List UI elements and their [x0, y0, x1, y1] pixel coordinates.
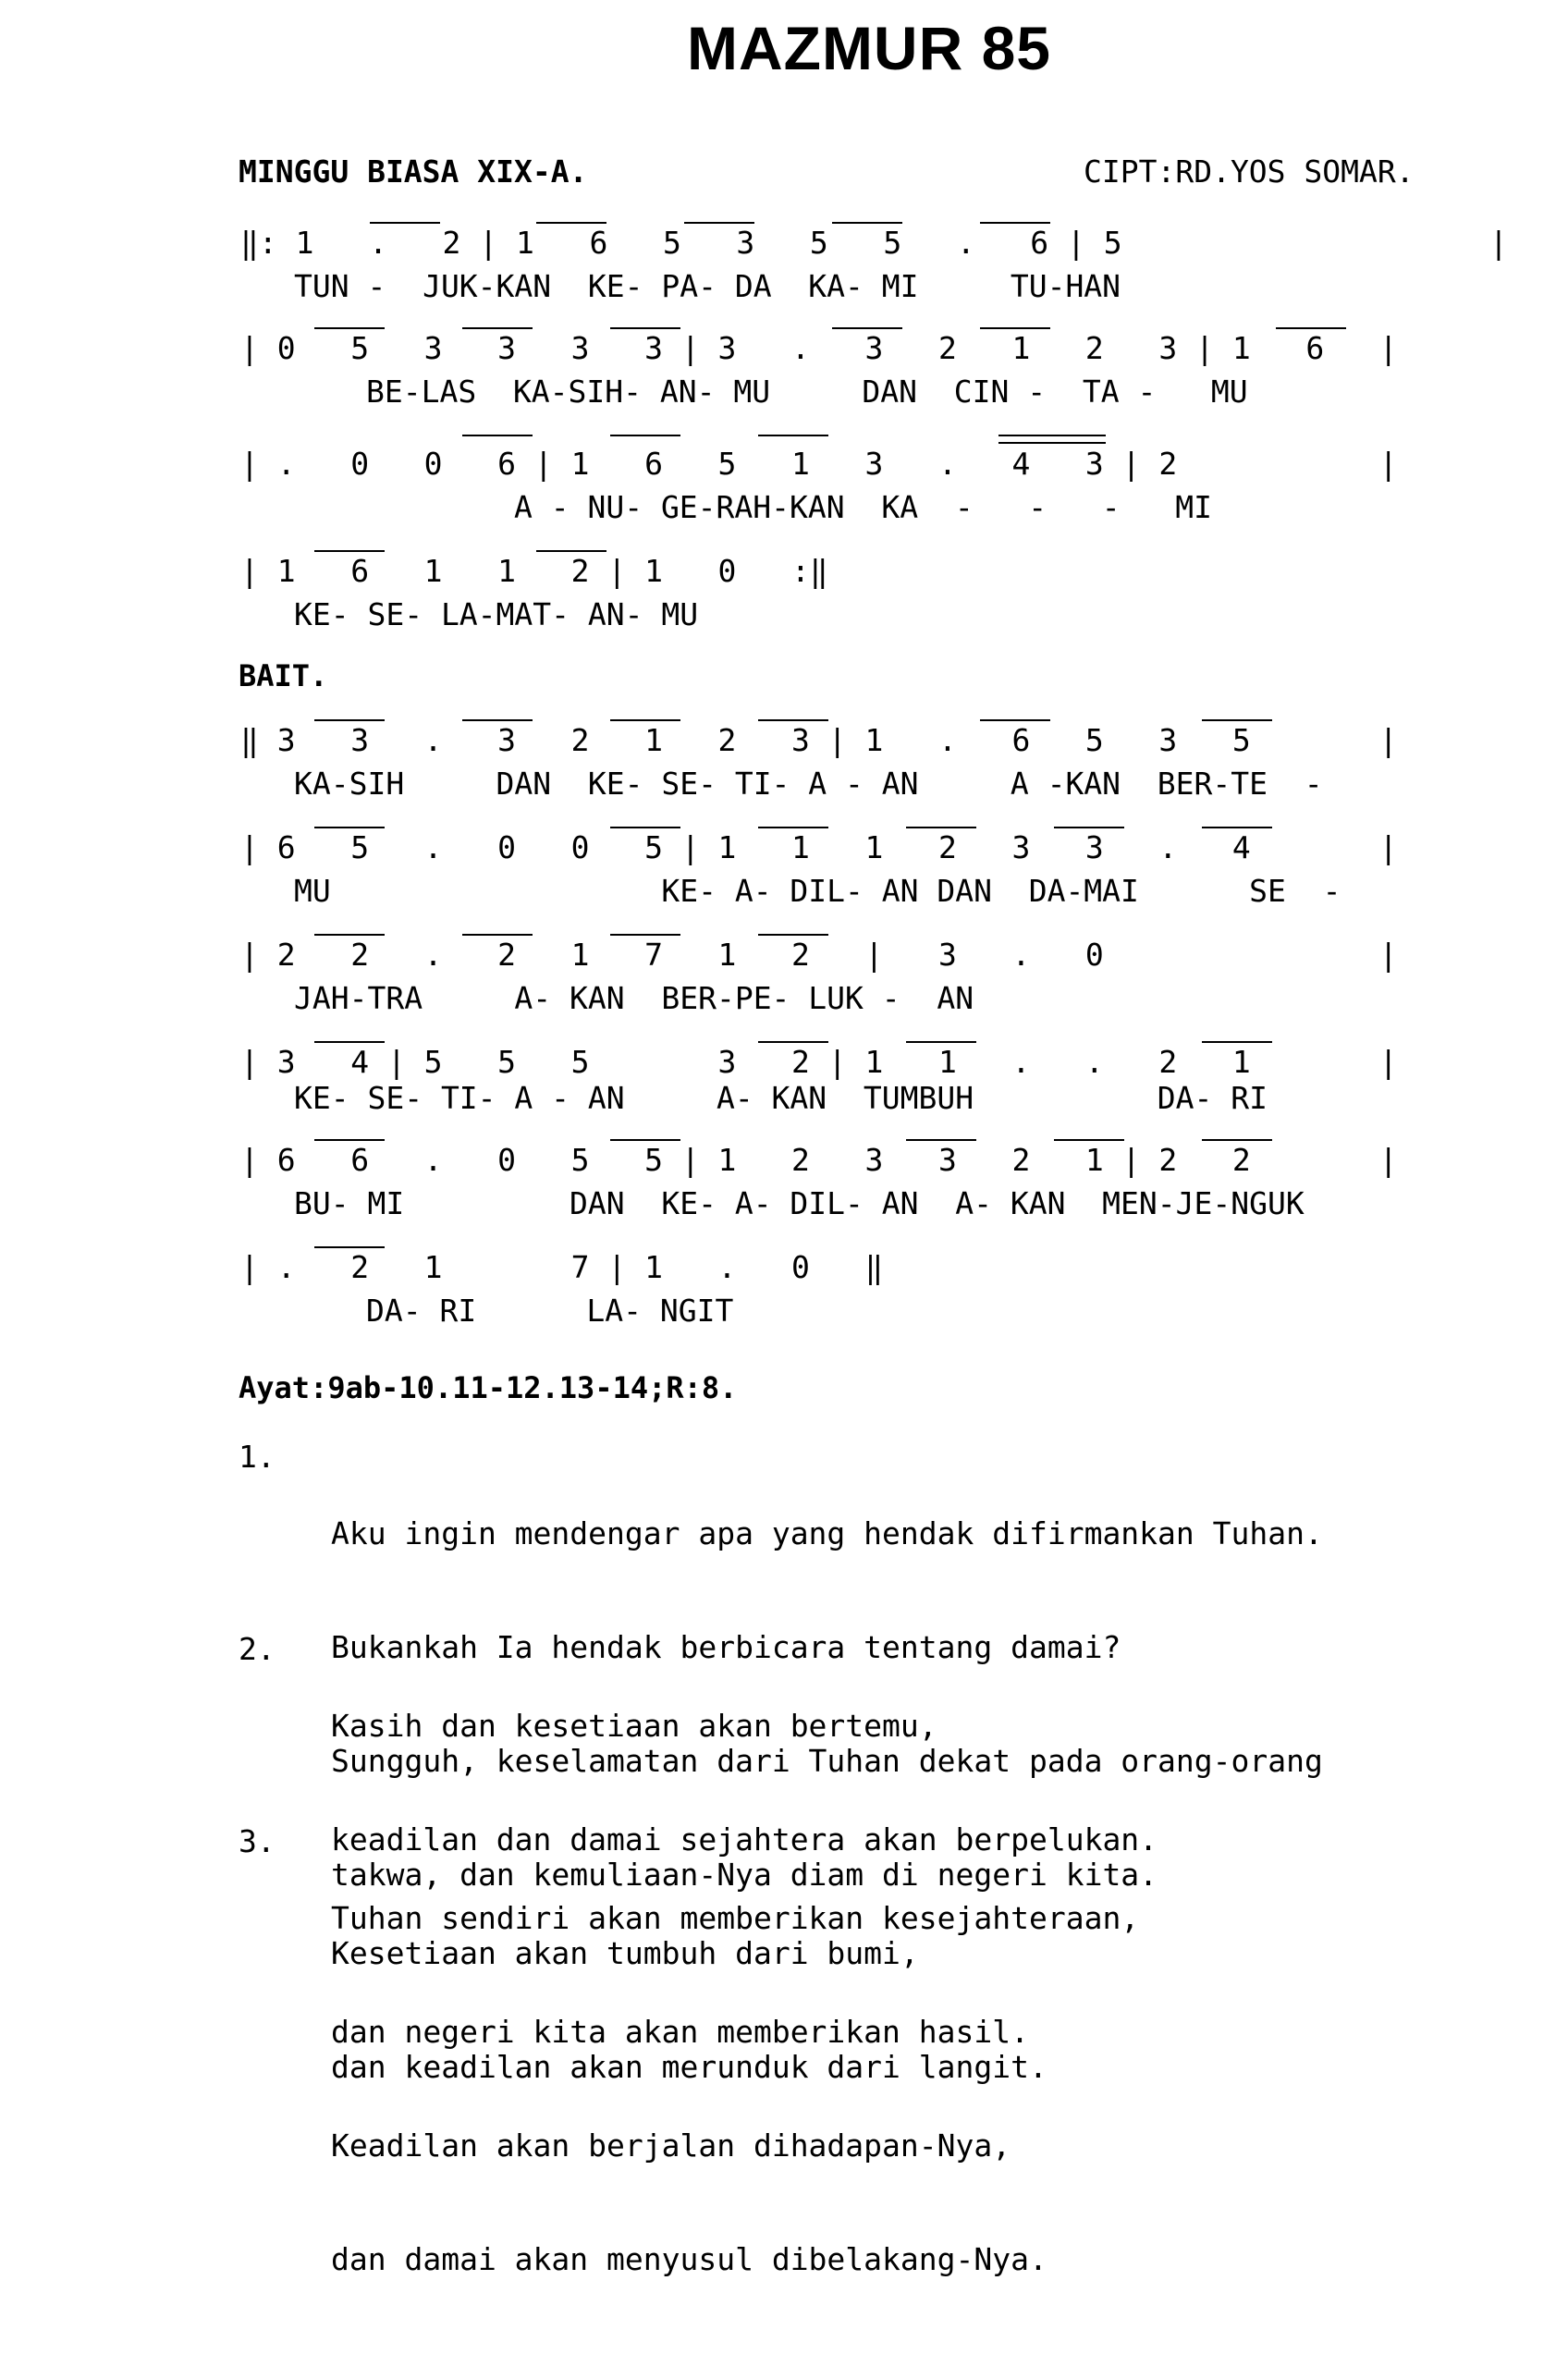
- refrain-notes-4: | 1 6 1 1 2 | 1 0 :‖: [240, 553, 828, 589]
- verse-line: keadilan dan damai sejahtera akan berpelukan.: [331, 1821, 1158, 1857]
- bait-lyrics-3: JAH-TRA A- KAN BER-PE- LUK - AN: [294, 980, 974, 1016]
- composer-credit: CIPT:RD.YOS SOMAR.: [1084, 153, 1415, 190]
- bait-notes-6: | . 2 1 7 | 1 . 0 ‖: [240, 1249, 884, 1285]
- bait-lyrics-2: MU KE- A- DIL- AN DAN DA-MAI SE -: [294, 873, 1341, 909]
- verse-line: Sungguh, keselamatan dari Tuhan dekat pada orang-orang: [331, 1743, 1323, 1779]
- bait-lyrics-5: BU- MI DAN KE- A- DIL- AN A- KAN MEN-JE-NGUK: [294, 1185, 1305, 1221]
- refrain-notes-3: | . 0 0 6 | 1 6 5 1 3 . 4 3 | 2 |: [240, 446, 1398, 482]
- refrain-notes-2: | 0 5 3 3 3 3 | 3 . 3 2 1 2 3 | 1 6 |: [240, 330, 1398, 366]
- refrain-lyrics-2: BE-LAS KA-SIH- AN- MU DAN CIN - TA - MU: [366, 374, 1248, 410]
- page-title: MAZMUR 85: [686, 14, 1051, 82]
- verse-number: 3.: [239, 1823, 276, 1859]
- verse-line: dan negeri kita akan memberikan hasil.: [331, 2014, 1029, 2050]
- bait-notes-2: | 6 5 . 0 0 5 | 1 1 1 2 3 3 . 4 |: [240, 829, 1398, 865]
- verse-line: Kasih dan kesetiaan akan bertemu,: [331, 1708, 937, 1744]
- verse-line: Aku ingin mendengar apa yang hendak difirmankan Tuhan.: [331, 1515, 1323, 1551]
- verse-number: 1.: [239, 1439, 276, 1475]
- bait-notes-4: | 3 4 | 5 5 5 3 2 | 1 1 . . 2 1 |: [240, 1044, 1398, 1080]
- refrain-lyrics-1: TUN - JUK-KAN KE- PA- DA KA- MI TU-HAN: [294, 268, 1121, 304]
- verse-line: Tuhan sendiri akan memberikan kesejahteraan,: [331, 1900, 1140, 1936]
- verse-line: Keadilan akan berjalan dihadapan-Nya,: [331, 2127, 1011, 2164]
- verse-number: 2.: [239, 1631, 276, 1667]
- bait-label: BAIT.: [239, 658, 328, 693]
- verse-line: Bukankah Ia hendak berbicara tentang damai?: [331, 1629, 1121, 1665]
- refrain-notes-1: ‖: 1 . 2 | 1 6 5 3 5 5 . 6 | 5 |: [240, 225, 1508, 261]
- refrain-lyrics-4: KE- SE- LA-MAT- AN- MU: [294, 596, 699, 632]
- bait-notes-5: | 6 6 . 0 5 5 | 1 2 3 3 2 1 | 2 2 |: [240, 1142, 1398, 1178]
- verse-text: [331, 1823, 1139, 2354]
- refrain-lyrics-3: A - NU- GE-RAH-KAN KA - - - MI: [514, 489, 1212, 525]
- bait-lyrics-1: KA-SIH DAN KE- SE- TI- A - AN A -KAN BER-TE -: [294, 766, 1323, 802]
- verse-line: Kesetiaan akan tumbuh dari bumi,: [331, 1935, 919, 1971]
- bait-lyrics-6: DA- RI LA- NGIT: [366, 1293, 734, 1329]
- liturgical-occasion: MINGGU BIASA XIX-A.: [239, 153, 588, 190]
- bait-notes-1: ‖ 3 3 . 3 2 1 2 3 | 1 . 6 5 3 5 |: [240, 722, 1398, 758]
- bait-notes-3: | 2 2 . 2 1 7 1 2 | 3 . 0 |: [240, 937, 1398, 973]
- ayat-reference: Ayat:9ab-10.11-12.13-14;R:8.: [239, 1370, 738, 1405]
- verse-line: dan damai akan menyusul dibelakang-Nya.: [331, 2241, 1047, 2277]
- bait-lyrics-4: KE- SE- TI- A - AN A- KAN TUMBUH DA- RI: [294, 1080, 1268, 1116]
- verse-line: dan keadilan akan merunduk dari langit.: [331, 2049, 1047, 2085]
- verse-line: takwa, dan kemuliaan-Nya diam di negeri kita.: [331, 1857, 1158, 1893]
